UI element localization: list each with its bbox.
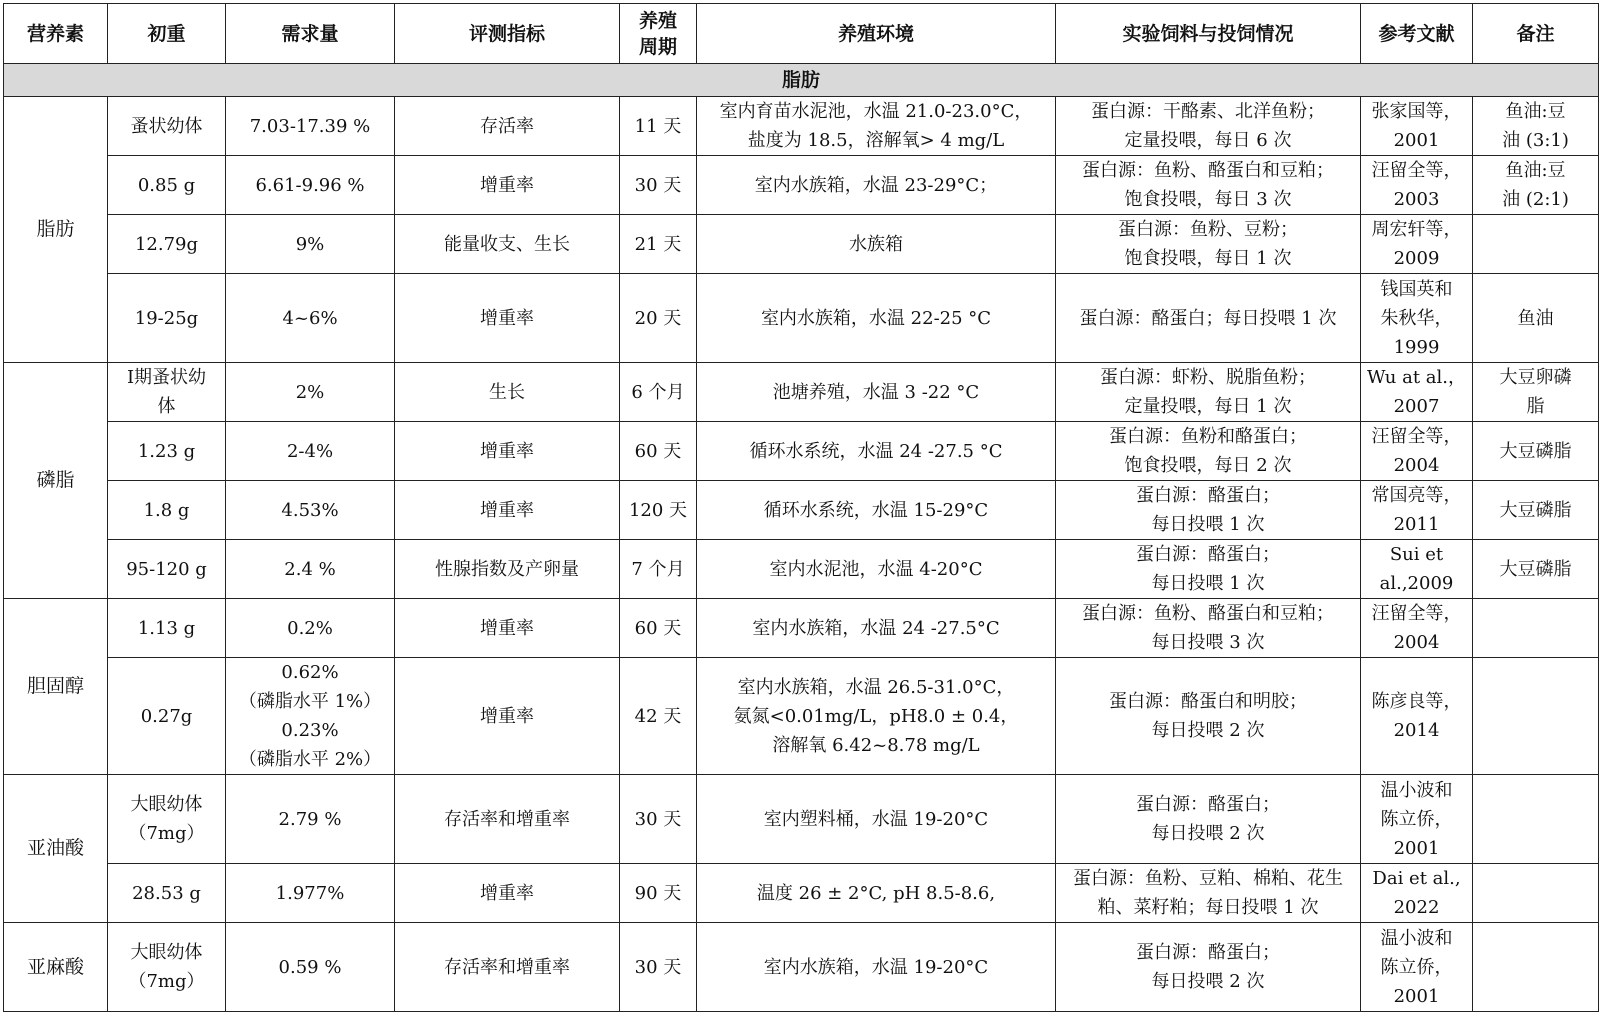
cell-reference: Wu at al.， 2007 (1361, 363, 1473, 422)
cell-initial-weight: I期蚤状幼 体 (108, 363, 226, 422)
cell-indicator: 增重率 (395, 658, 620, 775)
cell-period: 60 天 (620, 599, 697, 658)
table-row (4, 156, 1599, 215)
cell-environment: 室内育苗水泥池，水温 21.0-23.0°C， 盐度为 18.5，溶解氧> 4 mg/L (697, 97, 1056, 156)
table-row (4, 215, 1599, 274)
cell-reference: 温小波和 陈立侨， 2001 (1361, 775, 1473, 864)
cell-feed: 蛋白源：虾粉、脱脂鱼粉； 定量投喂，每日 1 次 (1056, 363, 1361, 422)
cell-indicator: 增重率 (395, 481, 620, 540)
header-environment: 养殖环境 (697, 4, 1056, 64)
cell-indicator: 存活率和增重率 (395, 923, 620, 1012)
header-note: 备注 (1473, 4, 1599, 64)
cell-requirement: 6.61-9.96 % (226, 156, 395, 215)
cell-environment: 温度 26 ± 2°C, pH 8.5-8.6, (697, 864, 1056, 923)
cell-initial-weight: 19-25g (108, 274, 226, 363)
cell-note: 大豆磷脂 (1473, 422, 1599, 481)
cell-note: 大豆磷脂 (1473, 481, 1599, 540)
cell-indicator: 增重率 (395, 422, 620, 481)
cell-requirement: 4~6% (226, 274, 395, 363)
cell-indicator: 增重率 (395, 599, 620, 658)
cell-nutrient: 亚麻酸 (4, 923, 108, 1012)
table-row (4, 864, 1599, 923)
cell-note: 鱼油:豆 油 (2:1) (1473, 156, 1599, 215)
cell-note (1473, 658, 1599, 775)
cell-period: 20 天 (620, 274, 697, 363)
table-row (4, 658, 1599, 775)
cell-period: 30 天 (620, 923, 697, 1012)
cell-feed: 蛋白源：酪蛋白； 每日投喂 1 次 (1056, 481, 1361, 540)
cell-nutrient: 磷脂 (4, 363, 108, 599)
cell-note (1473, 775, 1599, 864)
nutrient-requirements-table (3, 3, 1599, 1012)
cell-indicator: 存活率和增重率 (395, 775, 620, 864)
cell-environment: 室内水族箱，水温 26.5-31.0°C， 氨氮<0.01mg/L，pH8.0 ± 0.4， 溶解氧 6.42~8.78 mg/L (697, 658, 1056, 775)
cell-environment: 池塘养殖，水温 3 -22 °C (697, 363, 1056, 422)
cell-requirement: 2% (226, 363, 395, 422)
cell-feed: 蛋白源：干酪素、北洋鱼粉； 定量投喂，每日 6 次 (1056, 97, 1361, 156)
cell-feed: 蛋白源：鱼粉、酪蛋白和豆粕； 饱食投喂，每日 3 次 (1056, 156, 1361, 215)
header-period: 养殖 周期 (620, 4, 697, 64)
cell-initial-weight: 大眼幼体 （7mg） (108, 923, 226, 1012)
cell-indicator: 增重率 (395, 274, 620, 363)
cell-requirement: 9% (226, 215, 395, 274)
cell-period: 90 天 (620, 864, 697, 923)
table-row (4, 540, 1599, 599)
cell-initial-weight: 0.85 g (108, 156, 226, 215)
cell-initial-weight: 1.23 g (108, 422, 226, 481)
cell-requirement: 4.53% (226, 481, 395, 540)
cell-environment: 水族箱 (697, 215, 1056, 274)
cell-feed: 蛋白源：酪蛋白； 每日投喂 2 次 (1056, 923, 1361, 1012)
cell-nutrient: 亚油酸 (4, 775, 108, 923)
cell-note (1473, 923, 1599, 1012)
cell-feed: 蛋白源：酪蛋白和明胶； 每日投喂 2 次 (1056, 658, 1361, 775)
cell-requirement: 0.2% (226, 599, 395, 658)
cell-environment: 室内水族箱，水温 19-20°C (697, 923, 1056, 1012)
cell-reference: Dai et al., 2022 (1361, 864, 1473, 923)
cell-requirement: 0.62% （磷脂水平 1%） 0.23% （磷脂水平 2%） (226, 658, 395, 775)
cell-period: 11 天 (620, 97, 697, 156)
cell-requirement: 1.977% (226, 864, 395, 923)
table-row (4, 923, 1599, 1012)
cell-feed: 蛋白源：酪蛋白； 每日投喂 1 次 (1056, 540, 1361, 599)
cell-initial-weight: 1.8 g (108, 481, 226, 540)
cell-feed: 蛋白源：酪蛋白； 每日投喂 2 次 (1056, 775, 1361, 864)
cell-initial-weight: 0.27g (108, 658, 226, 775)
header-feed: 实验饲料与投饲情况 (1056, 4, 1361, 64)
cell-note (1473, 599, 1599, 658)
cell-period: 21 天 (620, 215, 697, 274)
header-requirement: 需求量 (226, 4, 395, 64)
cell-initial-weight: 蚤状幼体 (108, 97, 226, 156)
header-indicator: 评测指标 (395, 4, 620, 64)
table-row (4, 363, 1599, 422)
header-reference: 参考文献 (1361, 4, 1473, 64)
cell-initial-weight: 1.13 g (108, 599, 226, 658)
cell-reference: 钱国英和 朱秋华， 1999 (1361, 274, 1473, 363)
cell-note (1473, 864, 1599, 923)
cell-indicator: 增重率 (395, 156, 620, 215)
cell-period: 30 天 (620, 156, 697, 215)
cell-environment: 室内水族箱，水温 24 -27.5°C (697, 599, 1056, 658)
cell-note (1473, 215, 1599, 274)
cell-environment: 室内水泥池，水温 4-20°C (697, 540, 1056, 599)
table-row (4, 775, 1599, 864)
cell-indicator: 性腺指数及产卵量 (395, 540, 620, 599)
cell-reference: 温小波和 陈立侨， 2001 (1361, 923, 1473, 1012)
cell-requirement: 7.03-17.39 % (226, 97, 395, 156)
cell-feed: 蛋白源：鱼粉、酪蛋白和豆粕； 每日投喂 3 次 (1056, 599, 1361, 658)
cell-reference: 张家国等， 2001 (1361, 97, 1473, 156)
cell-note: 大豆卵磷 脂 (1473, 363, 1599, 422)
cell-reference: 汪留全等， 2003 (1361, 156, 1473, 215)
table-row (4, 422, 1599, 481)
section-row (4, 64, 1599, 97)
cell-note: 鱼油:豆 油 (3:1) (1473, 97, 1599, 156)
header-row (4, 4, 1599, 64)
cell-reference: 陈彦良等， 2014 (1361, 658, 1473, 775)
table-row (4, 274, 1599, 363)
cell-reference: 常国亮等， 2011 (1361, 481, 1473, 540)
cell-period: 30 天 (620, 775, 697, 864)
section-title: 脂肪 (4, 64, 1599, 97)
cell-feed: 蛋白源：酪蛋白；每日投喂 1 次 (1056, 274, 1361, 363)
cell-indicator: 存活率 (395, 97, 620, 156)
cell-period: 6 个月 (620, 363, 697, 422)
table-row (4, 599, 1599, 658)
cell-period: 60 天 (620, 422, 697, 481)
cell-period: 42 天 (620, 658, 697, 775)
cell-period: 120 天 (620, 481, 697, 540)
cell-initial-weight: 95-120 g (108, 540, 226, 599)
cell-note: 鱼油 (1473, 274, 1599, 363)
cell-environment: 室内水族箱，水温 23-29°C； (697, 156, 1056, 215)
cell-requirement: 0.59 % (226, 923, 395, 1012)
header-nutrient: 营养素 (4, 4, 108, 64)
cell-environment: 循环水系统，水温 15-29°C (697, 481, 1056, 540)
cell-initial-weight: 12.79g (108, 215, 226, 274)
cell-reference: Sui et al.,2009 (1361, 540, 1473, 599)
cell-requirement: 2.79 % (226, 775, 395, 864)
cell-environment: 循环水系统，水温 24 -27.5 °C (697, 422, 1056, 481)
table-row (4, 97, 1599, 156)
cell-initial-weight: 28.53 g (108, 864, 226, 923)
cell-environment: 室内塑料桶，水温 19-20°C (697, 775, 1056, 864)
cell-nutrient: 脂肪 (4, 97, 108, 363)
cell-nutrient: 胆固醇 (4, 599, 108, 775)
cell-requirement: 2.4 % (226, 540, 395, 599)
cell-feed: 蛋白源：鱼粉、豆粕、棉粕、花生 粕、菜籽粕；每日投喂 1 次 (1056, 864, 1361, 923)
cell-reference: 汪留全等， 2004 (1361, 599, 1473, 658)
cell-initial-weight: 大眼幼体 （7mg） (108, 775, 226, 864)
header-initial-weight: 初重 (108, 4, 226, 64)
cell-indicator: 增重率 (395, 864, 620, 923)
cell-reference: 周宏轩等， 2009 (1361, 215, 1473, 274)
cell-requirement: 2-4% (226, 422, 395, 481)
table-row (4, 481, 1599, 540)
cell-indicator: 生长 (395, 363, 620, 422)
cell-reference: 汪留全等， 2004 (1361, 422, 1473, 481)
cell-indicator: 能量收支、生长 (395, 215, 620, 274)
cell-note: 大豆磷脂 (1473, 540, 1599, 599)
cell-feed: 蛋白源：鱼粉和酪蛋白； 饱食投喂，每日 2 次 (1056, 422, 1361, 481)
cell-environment: 室内水族箱，水温 22-25 °C (697, 274, 1056, 363)
cell-feed: 蛋白源：鱼粉、豆粉； 饱食投喂，每日 1 次 (1056, 215, 1361, 274)
cell-period: 7 个月 (620, 540, 697, 599)
